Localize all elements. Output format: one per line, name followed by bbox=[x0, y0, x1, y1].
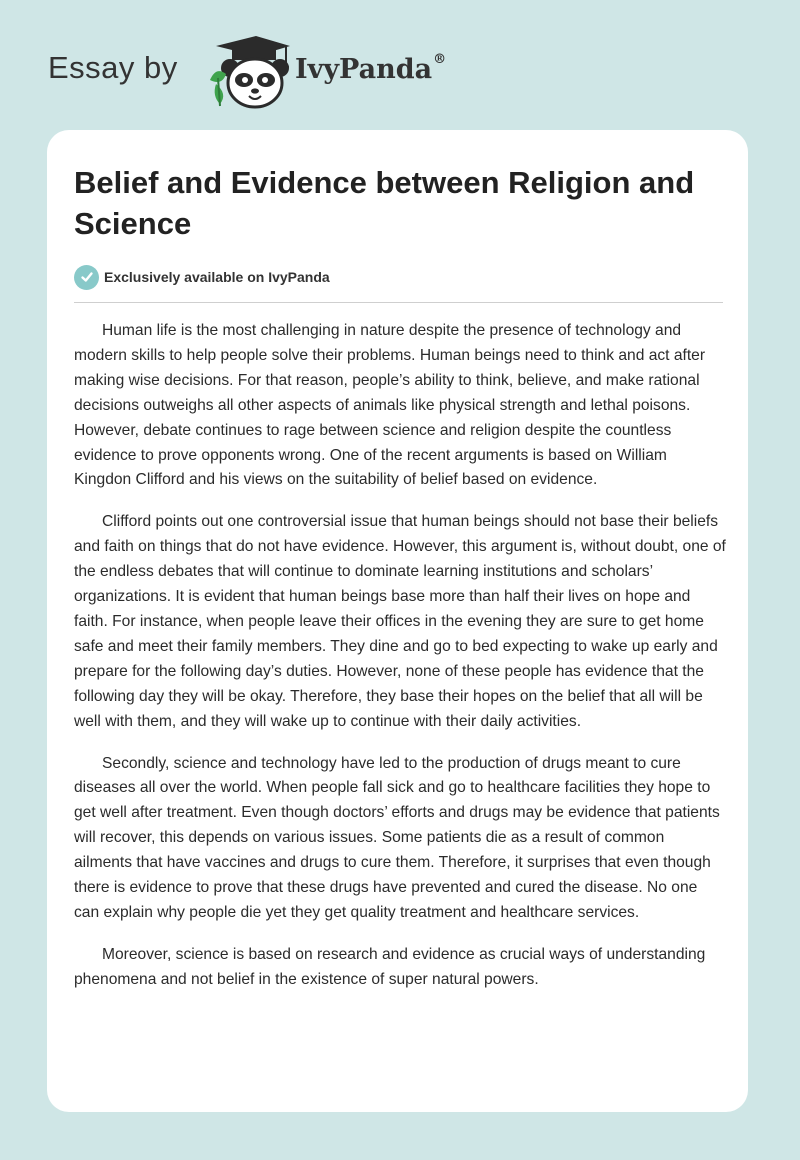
brand-name[interactable] bbox=[295, 54, 446, 85]
panda-logo-icon[interactable] bbox=[202, 34, 294, 110]
exclusive-badge bbox=[74, 264, 330, 290]
essay-by-label: Essay by bbox=[48, 50, 178, 85]
essay-card bbox=[47, 130, 748, 1112]
paragraph: Secondly, science and technology have led to the production of drugs meant to cure diseases all over the world. When people fall sick and go to healthcare facilities they hope to get well after treatment. Even though doctors’ efforts and drugs may be evidence that patients will recover, this depends on various issues. Some patients die as a result of common ailments that have vaccines and drugs to cure them. Therefore, it surprises that even though there is evidence to prove that these drugs have prevented and cured the disease. No one can explain why people die yet they get quality treatment and healthcare services. bbox=[74, 754, 720, 921]
brand-label: IvyPanda bbox=[295, 54, 433, 85]
paragraph: Human life is the most challenging in nature despite the presence of technology and modern skills to help people solve their problems. Human beings need to think and act after making wise decisions. For that reason, people’s ability to think, believe, and make rational decisions outweighs all other aspects of animals like physical strength and lethal poisons. However, debate continues to rage between science and religion despite the countless evidence to prove opponents wrong. One of the recent arguments is based on William Kingdon Clifford and his views on the suitability of belief based on evidence. bbox=[74, 322, 706, 489]
essay-body bbox=[74, 319, 726, 1010]
checkmark-icon bbox=[74, 265, 99, 290]
registered-mark: ® bbox=[433, 52, 447, 67]
exclusive-badge-label: Exclusively available on IvyPanda bbox=[104, 269, 330, 285]
divider bbox=[74, 302, 723, 303]
paragraph: Moreover, science is based on research and evidence as crucial ways of understanding phenomena and not belief in the existence of super natural powers. bbox=[74, 945, 706, 988]
essay-title: Belief and Evidence between Religion and Science bbox=[74, 165, 695, 241]
paragraph: Clifford points out one controversial issue that human beings should not base their beliefs and faith on things that do not have evidence. However, this argument is, without doubt, one of the endless debates that will continue to dominate learning institutions and scholars’ organizations. It is evident that human beings base more than half their lives on hope and faith. For instance, when people leave their offices in the evening they are sure to get home safe and meet their family members. They dine and go to bed expecting to wake up early and prepare for the following day’s duties. However, none of these people has evidence that the following day they will be okay. Therefore, they base their hopes on the belief that all will be well with them, and they will wake up to continue with their daily activities. bbox=[74, 513, 726, 730]
site-header bbox=[48, 34, 508, 110]
